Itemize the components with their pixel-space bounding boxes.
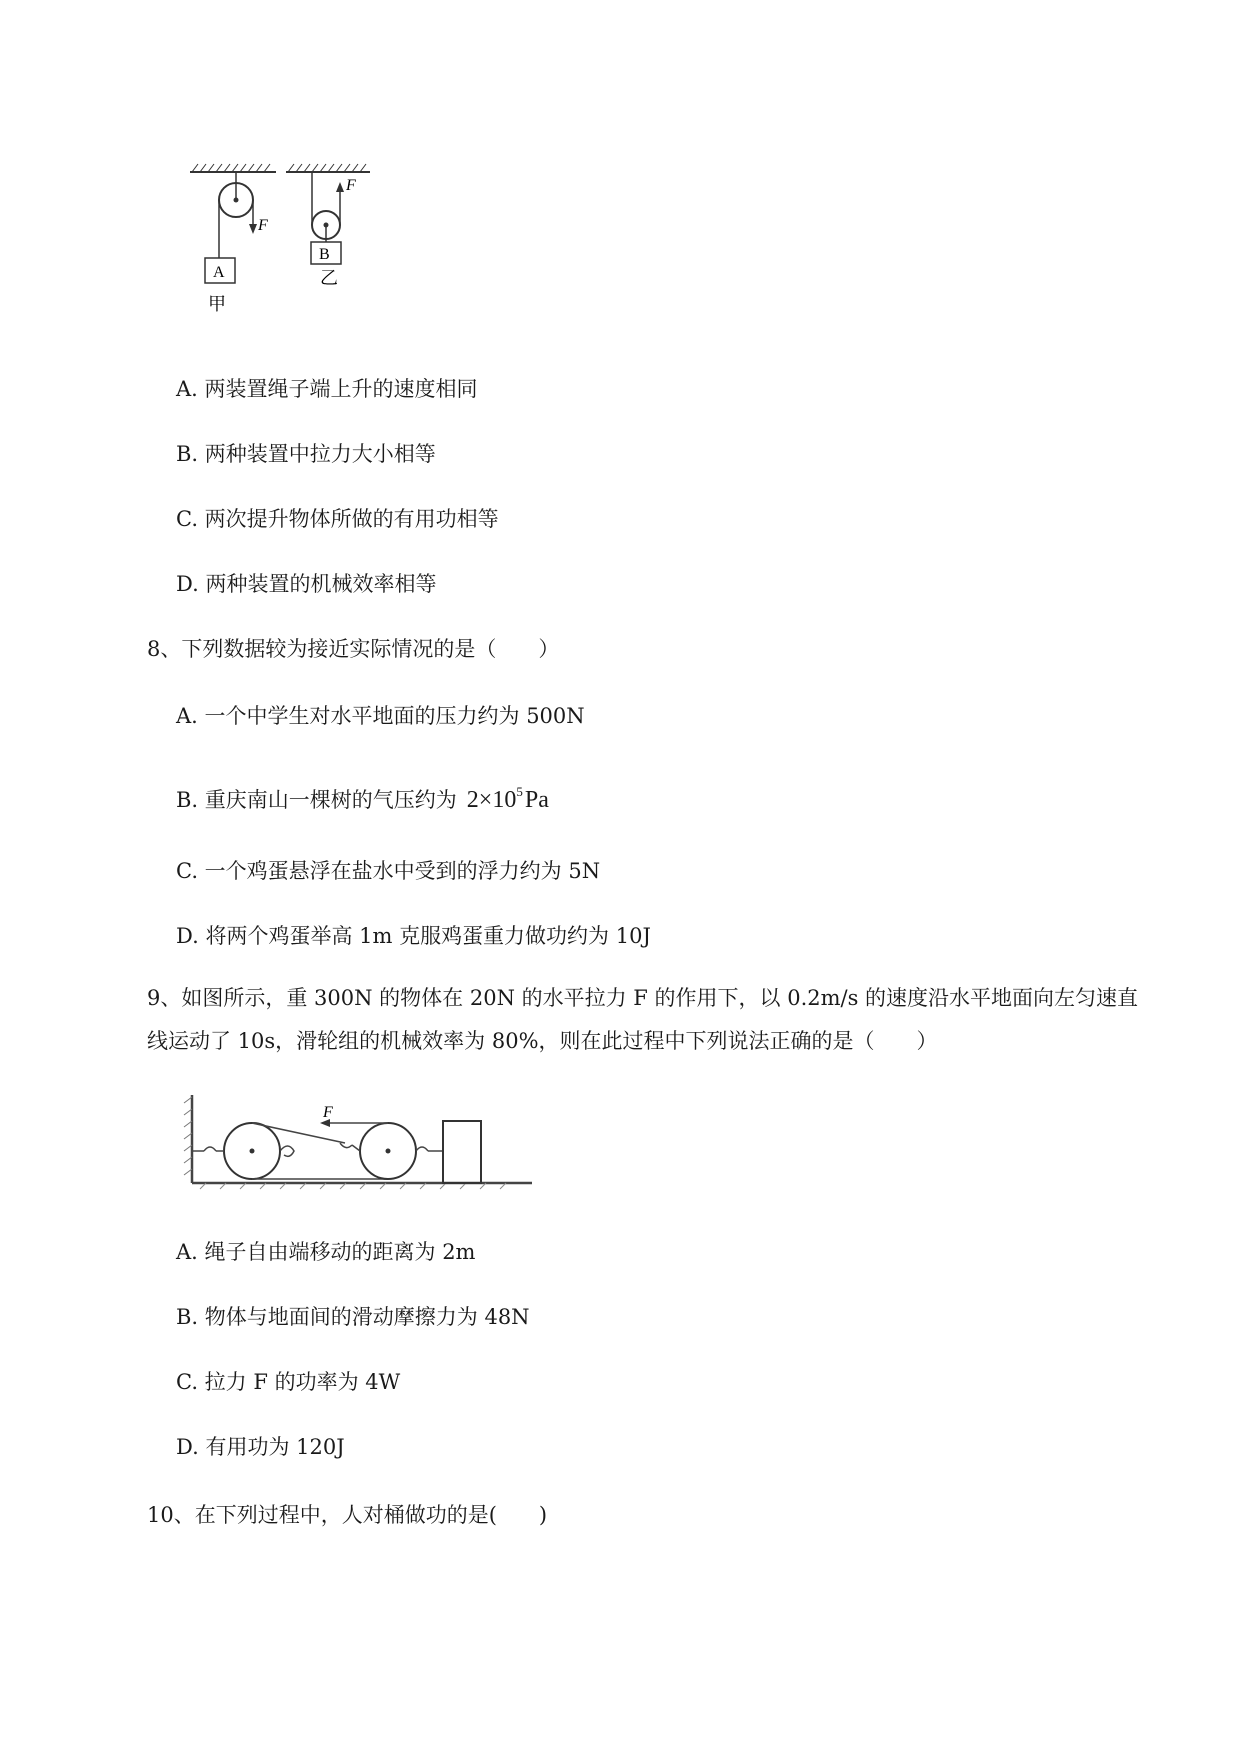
q9-option-a: A. 绳子自由端移动的距离为 2m [176,1240,476,1264]
q7-option-b: B. 两种装置中拉力大小相等 [176,442,436,466]
block-label-a: A [213,264,225,281]
q8-option-b-formula: $2\times 10^5Pa$ [466,784,549,813]
q8-option-a: A. 一个中学生对水平地面的压力约为 500N [176,704,585,728]
q9-stem-line2: 线运动了 10s，滑轮组的机械效率为 80%，则在此过程中下列说法正确的是（ ） [147,1029,938,1053]
figure-label-jia: 甲 [208,294,226,315]
figure-label-yi: 乙 [320,268,338,289]
force-label-f: F [323,1104,333,1121]
q8-option-c: C. 一个鸡蛋悬浮在盐水中受到的浮力约为 5N [176,859,601,883]
block-label-b: B [319,246,330,263]
q9-option-d: D. 有用功为 120J [176,1435,345,1459]
pulley-figure-jia-yi [180,160,390,330]
force-label-left: F [258,217,268,234]
horizontal-pulley-figure [180,1085,540,1195]
q8-option-d: D. 将两个鸡蛋举高 1m 克服鸡蛋重力做功约为 10J [176,924,651,948]
q8-option-b-text: B. 重庆南山一棵树的气压约为 [176,788,457,812]
q8-stem: 8、下列数据较为接近实际情况的是（ ） [147,637,560,661]
q7-option-c: C. 两次提升物体所做的有用功相等 [176,507,499,531]
q9-stem-line1: 9、如图所示，重 300N 的物体在 20N 的水平拉力 F 的作用下，以 0.2m/s 的速度沿水平地面向左匀速直 [147,986,1139,1010]
q7-option-d: D. 两种装置的机械效率相等 [176,572,437,596]
force-label-right: F [346,177,356,194]
q10-stem: 10、在下列过程中，人对桶做功的是( ) [147,1503,548,1527]
q8-option-b [176,780,549,814]
q7-option-a: A. 两装置绳子端上升的速度相同 [176,377,478,401]
q9-option-c: C. 拉力 F 的功率为 4W [176,1370,401,1394]
q9-option-b: B. 物体与地面间的滑动摩擦力为 48N [176,1305,530,1329]
